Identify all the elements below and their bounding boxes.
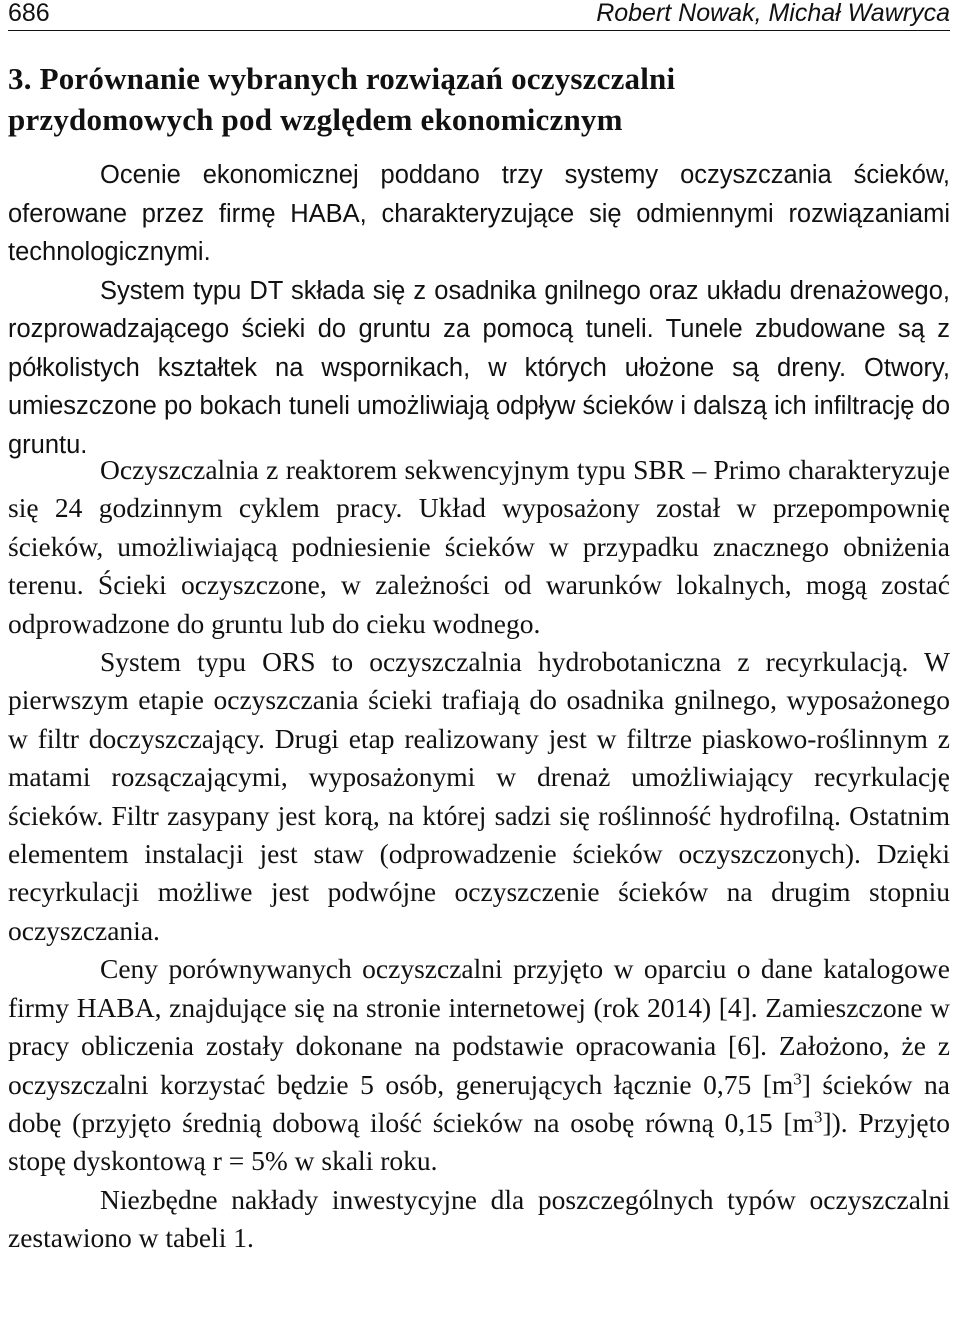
running-header	[8, 0, 950, 31]
paragraph: System typu ORS to oczyszczalnia hydrobotaniczna z recyrkulacją. W pierwszym etapie oczyszczania ścieki trafiają do osadnika gnilnego, wyposażonego w filtr doczyszczający. Drugi etap realizowany jest w filtrze piaskowo-roślinnym z matami rozsączającymi, wyposażonymi w drenaż umożliwiający recyrkulację ścieków. Filtr zasypany jest korą, na której sadzi się roślinność hydrofilną. Ostatnim elementem instalacji jest staw (odprowadzenie ścieków oczyszczonych). Dzięki recyrkulacji możliwe jest podwójne oczyszczenie ścieków na drugim stopniu oczyszczania.	[8, 646, 950, 946]
page-number: 686	[8, 0, 50, 27]
superscript: 3	[813, 1107, 823, 1127]
serif-text-block	[8, 451, 950, 1258]
superscript: 3	[793, 1069, 802, 1089]
paragraph	[8, 950, 950, 1180]
running-authors: Robert Nowak, Michał Wawryca	[596, 0, 950, 27]
section-title-line: przydomowych pod względem ekonomicznym	[8, 102, 623, 137]
paragraph: Ocenie ekonomicznej poddano trzy systemy oczyszczania ścieków, oferowane przez firmę HABA, charakteryzujące się odmiennymi rozwiązaniami technologicznymi.	[8, 161, 950, 266]
paragraph-text: ] ścieków na dobę (przyjęto średnią dobową ilość ścieków na osobę równą 0,15 [m	[8, 1068, 950, 1138]
section-title	[8, 58, 948, 140]
paragraph-text: ]). Przyjęto stopę dyskontową r = 5% w skali roku.	[8, 1106, 950, 1177]
paragraph: Niezbędne nakłady inwestycyjne dla poszczególnych typów oczyszczalni zestawiono w tabeli 1.	[8, 1183, 950, 1254]
section-title-line: 3. Porównanie wybranych rozwiązań oczyszczalni	[8, 61, 676, 96]
paragraph: Oczyszczalnia z reaktorem sekwencyjnym typu SBR – Primo charakteryzuje się 24 godzinnym cyklem pracy. Układ wyposażony został w przepompownię ścieków, umożliwiającą podniesienie ścieków w przypadku znacznego obniżenia terenu. Ścieki oczyszczone, w zależności od warunków lokalnych, mogą zostać odprowadzone do gruntu lub do cieku wodnego.	[8, 454, 950, 639]
paragraph-text: Ceny porównywanych oczyszczalni przyjęto w oparciu o dane katalogowe firmy HABA, znajdujące się na stronie internetowej (rok 2014) [4]. Zamieszczone w pracy obliczenia zostały dokonane na podstawie opracowania [6]. Założono, że z oczyszczalni korzystać będzie 5 osób, generujących łącznie 0,75 [m	[8, 953, 950, 1100]
sans-text-block	[8, 156, 950, 464]
paragraph: System typu DT składa się z osadnika gnilnego oraz układu drenażowego, rozprowadzającego ścieki do gruntu za pomocą tuneli. Tunele zbudowane są z półkolistych kształtek na wspornikach, w których ułożone są dreny. Otwory, umieszczone po bokach tuneli umożliwiają odpływ ścieków i dalszą ich infiltrację do gruntu.	[8, 276, 950, 459]
